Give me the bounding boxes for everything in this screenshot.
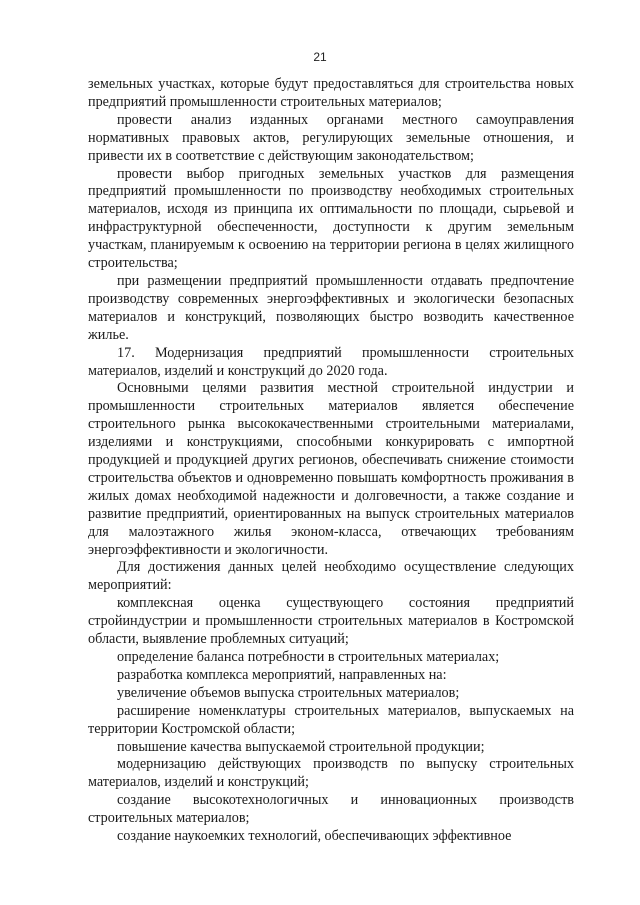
list-item: комплексная оценка существующего состояния предприятий стройиндустрии и промышленности строительных материалов в Костромской области, выявление проблемных ситуаций; xyxy=(88,595,574,648)
list-item: создание высокотехнологичных и инновационных производств строительных материалов; xyxy=(88,792,574,827)
list-item: разработка комплекса мероприятий, направленных на: xyxy=(117,666,447,683)
list-item: создание наукоемких технологий, обеспечивающих эффективное xyxy=(117,828,512,845)
list-item: определение баланса потребности в строительных материалах; xyxy=(117,649,500,665)
document-body xyxy=(88,76,574,846)
paragraph-continuation: земельных участках, которые будут предоставляться для строительства новых предприятий промышленности строительных материалов; xyxy=(88,76,574,110)
paragraph: Для достижения данных целей необходимо осуществление следующих мероприятий: xyxy=(88,559,574,594)
page-number: 21 xyxy=(313,50,327,64)
paragraph: провести выбор пригодных земельных участков для размещения предприятий промышленности по производству необходимых строительных материалов, исходя из принципа их оптимальности по площади, сырьевой и инфраструктурной обеспеченности, доступности к другим земельным участкам, планируемым к освоению на территории региона в целях жилищного строительства; xyxy=(88,165,574,272)
paragraph: Основными целями развития местной строительной индустрии и промышленности строительных материалов является обеспечение строительного рынка высококачественными строительными материалами, изделиями и конструкциями, способными конкурировать с импортной продукцией и продукцией других регионов, обеспечивать снижение стоимости строительства объектов и одновременно повышать комфортность проживания в жилых домах необходимой надежности и долговечности, а также создание и развитие предприятий, ориентированных на выпуск строительных материалов для малоэтажного жилья эконом-класса, отвечающих требованиям энергоэффективности и экологичности. xyxy=(88,380,574,558)
list-item: расширение номенклатуры строительных материалов, выпускаемых на территории Костромской области; xyxy=(88,702,574,737)
paragraph: провести анализ изданных органами местного самоуправления нормативных правовых актов, регулирующих земельные отношения, и привести их в соответствие с действующим законодательством; xyxy=(88,111,574,164)
list-item: увеличение объемов выпуска строительных материалов; xyxy=(117,684,460,701)
list-item: модернизацию действующих производств по выпуску строительных материалов, изделий и конструкций; xyxy=(88,756,574,791)
list-item: повышение качества выпускаемой строительной продукции; xyxy=(117,738,485,755)
paragraph: при размещении предприятий промышленности отдавать предпочтение производству современных энергоэффективных и экологически безопасных материалов и конструкций, позволяющих быстро возводить качественное жилье. xyxy=(88,272,574,343)
section-heading: 17. Модернизация предприятий промышленности строительных материалов, изделий и конструкций до 2020 года. xyxy=(88,344,574,379)
